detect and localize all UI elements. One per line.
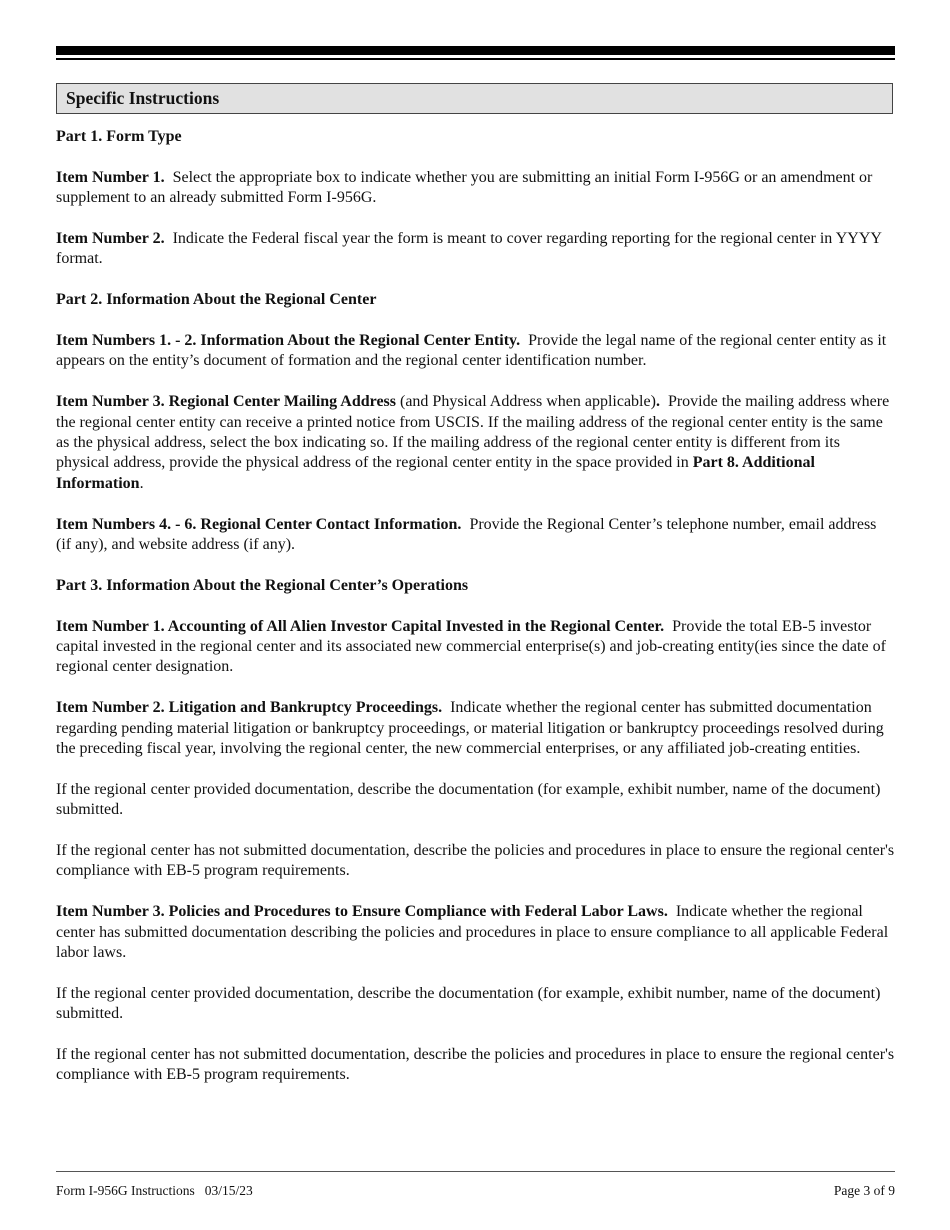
part1-item1 [56, 168, 895, 209]
part2-item3-label: Item Number 3. Regional Center Mailing Address [56, 393, 396, 411]
part2-item1-text: Provide the legal name of the regional center entity as it appears on the entity’s document of formation and the regional center identification number. [56, 332, 887, 370]
header-rule-thin [56, 58, 895, 60]
part3-item3-not-submitted: If the regional center has not submitted documentation, describe the policies and procedures in place to ensure the regional center's compliance with EB-5 program requirements. [56, 1046, 895, 1084]
footer-rule [56, 1171, 895, 1172]
section-title-box [56, 83, 893, 114]
part3-item1 [56, 617, 895, 678]
part3-item2-not-submitted: If the regional center has not submitted documentation, describe the policies and procedures in place to ensure the regional center's compliance with EB-5 program requirements. [56, 842, 895, 880]
footer-form-id [56, 1183, 253, 1199]
part1-item1-label: Item Number 1. [56, 168, 165, 186]
part3-heading: Part 3. Information About the Regional Center’s Operations [56, 576, 469, 594]
part2-heading: Part 2. Information About the Regional Center [56, 291, 377, 309]
part1-item2-label: Item Number 2. [56, 230, 165, 247]
part2-item3: Item Number 3. Regional Center Mailing Address (and Physical Address when applicable). Provide the mailing address where the regional center entity can receive a printed notice from USCIS. If the mailing address of the regional center entity is the same as the physical address, select the box indicating so. If the mailing address of the regional center entity is different from its physical address, provide the physical address of the regional center entity in the space provided in Part 8. Additional Information. [56, 393, 890, 492]
part3-item3-label: Item Number 3. Policies and Procedures to Ensure Compliance with Federal Labor Laws. [56, 903, 668, 921]
part2-item4 [56, 515, 895, 556]
part2-item4-text: Provide the Regional Center’s telephone number, email address (if any), and website address (if any). [56, 515, 877, 554]
part3-item3 [56, 902, 895, 963]
part3-item2-text: Indicate whether the regional center has submitted documentation regarding pending material litigation or bankruptcy proceedings, or material litigation or bankruptcy proceedings resolved during the preceding fiscal year, involving the regional center, the new commercial enterprises, or any affiliated job-creating entities. [56, 699, 884, 758]
part1-item2 [56, 229, 895, 270]
part3-item1-label: Item Number 1. Accounting of All Alien Investor Capital Invested in the Regional Center. [56, 617, 665, 635]
part2-item3-text: Provide the mailing address where the regional center entity can receive a printed notice from USCIS. If the mailing address of the regional center entity is the same as the physical address, select the box indicating so. If the mailing address of the regional center entity is different from its physical address, provide the physical address of the regional center entity in the space provided in [56, 393, 890, 472]
instructions-body [56, 127, 895, 1106]
part3-item2-label: Item Number 2. Litigation and Bankruptcy Proceedings. [56, 699, 443, 717]
part2-item4-label: Item Numbers 4. - 6. Regional Center Contact Information. [56, 515, 462, 533]
footer-form-name: Form I-956G Instructions [56, 1183, 195, 1198]
section-title: Specific Instructions [66, 88, 220, 108]
footer-page-number: Page 3 of 9 [833, 1183, 895, 1198]
part3-item1-text: Provide the total EB-5 investor capital invested in the regional center and its associated new commercial enterprise(s) and job-creating entity(ies since the date of regional center designation. [56, 617, 886, 676]
part3-item3-provided: If the regional center provided documentation, describe the documentation (for example, exhibit number, name of the document) submitted. [56, 984, 881, 1023]
footer-date: 03/15/23 [204, 1183, 253, 1198]
part2-item1-label: Item Numbers 1. - 2. Information About the Regional Center Entity. [56, 332, 521, 349]
header-rule-thick [56, 46, 895, 55]
part1-item1-text: Select the appropriate box to indicate whether you are submitting an initial Form I-956G or an amendment or supplement to an already submitted Form I-956G. [56, 168, 873, 207]
part3-item3-text: Indicate whether the regional center has submitted documentation describing the policies and procedures in place to ensure compliance to all applicable Federal labor laws. [56, 903, 889, 962]
part2-item1 [56, 331, 895, 372]
part1-heading: Part 1. Form Type [56, 128, 182, 145]
part1-item2-text: Indicate the Federal fiscal year the form is meant to cover regarding reporting for the regional center in YYYY format. [56, 230, 882, 268]
part3-item2-provided: If the regional center provided documentation, describe the documentation (for example, exhibit number, name of the document) submitted. [56, 780, 881, 819]
part2-item3-ref: Part 8. Additional Information [56, 454, 815, 492]
document-page [56, 0, 895, 1230]
part3-item2 [56, 698, 895, 759]
part2-item3-paren: (and Physical Address when applicable) [400, 393, 656, 411]
